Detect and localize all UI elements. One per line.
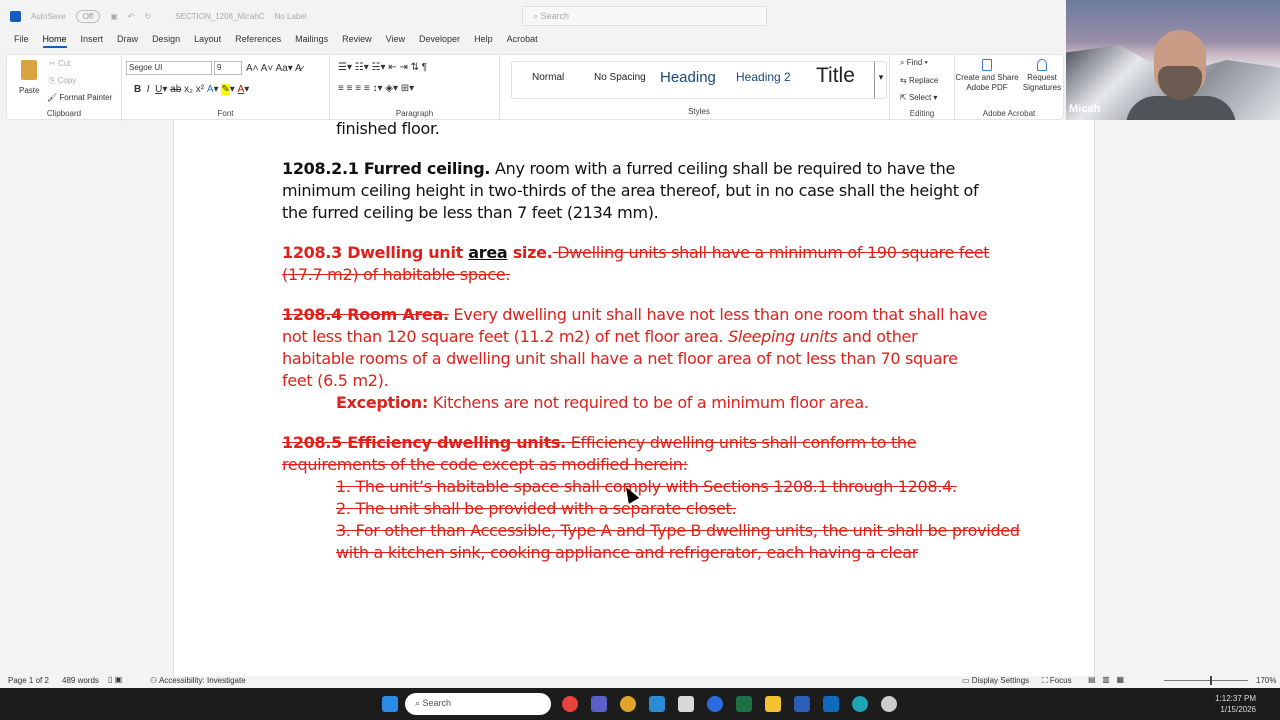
start-icon[interactable] xyxy=(382,696,398,712)
time: 1:12:37 PM xyxy=(1215,694,1256,703)
tab-mailings[interactable]: Mailings xyxy=(295,34,329,44)
excel-icon[interactable] xyxy=(736,696,752,712)
italic-sleeping-units: Sleeping units xyxy=(728,327,838,346)
request-signatures-button[interactable] xyxy=(1021,59,1063,93)
paragraph-1208-2-1 xyxy=(282,158,992,224)
focus-button[interactable]: ⛶ Focus xyxy=(1042,676,1072,685)
search-input[interactable]: ⌕ Search xyxy=(522,6,767,26)
style-heading[interactable]: Heading xyxy=(660,69,716,86)
font-size-buttons[interactable]: A˄ A˅ Aa▾ A̷ xyxy=(246,63,302,74)
document-page[interactable] xyxy=(173,120,1095,676)
signature-icon xyxy=(1037,59,1047,71)
align-buttons[interactable]: ≡ ≡ ≡ ≡ ↕▾ ◈▾ ⊞▾ xyxy=(338,83,415,94)
paragraph-1208-3 xyxy=(282,242,992,286)
status-bar xyxy=(0,674,1280,688)
body-1208-4-a: Every dwelling unit shall have not less than one room that shall have not less than 120 square feet (11.2 m2) of net floor area. xyxy=(282,305,988,346)
style-no-spacing[interactable]: No Spacing xyxy=(594,72,646,83)
heading-1208-2-1: 1208.2.1 Furred ceiling. xyxy=(282,159,491,178)
deleted-heading-1208-4: 1208.4 Room Area. xyxy=(282,305,449,324)
heading-1208-3-size: size. xyxy=(507,243,553,262)
copy-label: Copy xyxy=(57,76,77,85)
tab-acrobat[interactable]: Acrobat xyxy=(506,34,538,44)
word-count[interactable]: 489 words xyxy=(62,676,99,685)
file-explorer-icon[interactable] xyxy=(765,696,781,712)
accessibility-label: Accessibility: Investigate xyxy=(158,676,246,685)
sensitivity-label[interactable]: No Label xyxy=(274,11,307,21)
app-icon[interactable] xyxy=(562,696,578,712)
signatures-label: Signatures xyxy=(1022,83,1062,92)
font-size-select[interactable]: 9 xyxy=(214,61,242,75)
tab-layout[interactable]: Layout xyxy=(194,34,222,44)
font-group xyxy=(122,55,330,121)
display-settings-label: Display Settings xyxy=(971,676,1030,685)
autosave-label: AutoSave xyxy=(31,11,66,21)
tab-review[interactable]: Review xyxy=(342,34,372,44)
heading-1208-5: 1208.5 Efficiency dwelling units. xyxy=(282,433,566,452)
tab-help[interactable]: Help xyxy=(474,34,493,44)
body-1208-4-b: and other habitable rooms of a dwelling unit shall have a net floor area of not less than 70 square feet (6.5 m2). xyxy=(282,327,958,390)
cut-label: Cut xyxy=(57,59,71,68)
create-share-label: Create and Share xyxy=(955,73,1019,82)
paragraph-1208-5 xyxy=(282,432,992,476)
styles-label: Styles xyxy=(688,107,710,116)
redo-icon[interactable]: ↻ xyxy=(144,11,152,21)
taskbar xyxy=(0,688,1280,720)
menu-bar xyxy=(0,34,538,48)
pdf-icon xyxy=(982,59,992,71)
zoom-level[interactable]: 170% xyxy=(1256,676,1277,685)
replace-label: Replace xyxy=(908,76,939,85)
exception-body: Kitchens are not required to be of a minimum floor area. xyxy=(427,393,869,412)
page-count[interactable]: Page 1 of 2 xyxy=(8,676,49,685)
view-buttons[interactable]: ▤ ▥ ▦ xyxy=(1088,675,1125,684)
inserted-text: area xyxy=(468,243,508,262)
app-icon[interactable] xyxy=(881,696,897,712)
style-heading-2[interactable]: Heading 2 xyxy=(736,70,791,84)
word-icon[interactable] xyxy=(794,696,810,712)
request-label: Request xyxy=(1027,73,1057,82)
find-button[interactable]: ⌕ Find ▾ xyxy=(900,58,928,67)
style-title[interactable]: Title xyxy=(816,64,855,87)
tab-file[interactable]: File xyxy=(14,34,29,44)
focus-label: Focus xyxy=(1049,676,1072,685)
proofing-icon[interactable]: ▯ ▣ xyxy=(108,675,123,684)
video-feed xyxy=(1066,0,1280,120)
body-1208-2-1: Any room with a furred ceiling shall be required to have the minimum ceiling height in two-thirds of the area thereof, but in no case shall the height of the furred ceiling be less than 7 feet (2134 mm). xyxy=(282,159,979,222)
participant-name: Micah xyxy=(1069,103,1101,115)
deleted-text: Dwelling units shall have a minimum of 190 square feet (17.7 m2) of habitable space. xyxy=(282,243,990,284)
chrome-icon[interactable] xyxy=(620,696,636,712)
accessibility-button[interactable]: ⚇ Accessibility: Investigate xyxy=(150,676,246,685)
taskbar-search[interactable]: ⌕ Search xyxy=(405,693,551,715)
create-share-pdf-button[interactable] xyxy=(955,59,1019,93)
undo-icon[interactable]: ↶ xyxy=(127,11,135,21)
app-icon[interactable] xyxy=(649,696,665,712)
tab-draw[interactable]: Draw xyxy=(117,34,139,44)
tab-view[interactable]: View xyxy=(385,34,406,44)
display-settings-button[interactable]: ▭ Display Settings xyxy=(962,676,1030,685)
tab-insert[interactable]: Insert xyxy=(80,34,104,44)
select-label: Select xyxy=(908,93,932,102)
find-label: Find xyxy=(906,58,923,67)
search-placeholder: Search xyxy=(540,11,570,21)
paragraph-1208-4 xyxy=(282,304,992,392)
app-icon[interactable] xyxy=(678,696,694,712)
clipboard-group xyxy=(7,55,122,121)
outlook-icon[interactable] xyxy=(823,696,839,712)
list-item: 2. The unit shall be provided with a separate closet. xyxy=(336,499,737,518)
body-1208-5: Efficiency dwelling units shall conform to the requirements of the code except as modified herein: xyxy=(282,433,917,474)
select-button[interactable]: ⇱ Select ▾ xyxy=(900,93,938,102)
clock[interactable] xyxy=(1215,693,1256,715)
teams-icon[interactable] xyxy=(591,696,607,712)
acrobat-label: Adobe Acrobat xyxy=(982,109,1036,118)
format-painter-label: Format Painter xyxy=(59,93,113,102)
format-buttons[interactable]: B I U▾ ab x₂ x² A▾ ✎▾ A▾ xyxy=(134,84,250,95)
date: 1/15/2026 xyxy=(1220,705,1256,714)
style-normal[interactable]: Normal xyxy=(532,72,565,83)
paste-button[interactable]: Paste xyxy=(19,86,40,95)
styles-gallery xyxy=(511,61,887,99)
list-item: 3. For other than Accessible, Type A and Type B dwelling units, the unit shall be provided with a kitchen sink, cooking appliance and refrigerator, each having a clear xyxy=(336,521,1020,562)
taskbar-search-label: Search xyxy=(422,698,452,708)
zoom-slider[interactable] xyxy=(1164,680,1248,681)
save-icon[interactable]: ▣ xyxy=(110,11,118,21)
paragraph-finished-floor: finished floor. xyxy=(336,119,440,138)
edge-icon[interactable] xyxy=(852,696,868,712)
paragraph-label: Paragraph xyxy=(395,109,434,118)
adobe-pdf-label: Adobe PDF xyxy=(966,83,1008,92)
copy-button[interactable]: ⎘ Copy xyxy=(49,76,77,85)
exception-heading: Exception: xyxy=(336,393,428,412)
list-item: 1. The unit’s habitable space shall comply with Sections 1208.1 through 1208.4. xyxy=(336,477,957,496)
acrobat-group xyxy=(955,55,1063,121)
tab-developer[interactable]: Developer xyxy=(419,34,461,44)
zoom-icon[interactable] xyxy=(707,696,723,712)
editing-label: Editing xyxy=(909,109,935,118)
font-name-select[interactable]: Segoe UI xyxy=(126,61,212,75)
editing-group xyxy=(889,55,955,121)
clipboard-label: Clipboard xyxy=(46,109,82,118)
styles-more-button[interactable]: ▾ xyxy=(874,62,887,98)
tab-design[interactable]: Design xyxy=(152,34,181,44)
paste-icon xyxy=(21,60,37,80)
replace-button[interactable]: ⇆ Replace xyxy=(900,76,939,85)
word-icon xyxy=(10,11,21,22)
cut-button[interactable]: ✂ Cut xyxy=(49,59,71,68)
tab-references[interactable]: References xyxy=(235,34,282,44)
heading-1208-3: 1208.3 Dwelling unit xyxy=(282,243,469,262)
tab-home[interactable]: Home xyxy=(43,34,67,48)
paragraph-group xyxy=(330,55,500,121)
font-label: Font xyxy=(217,109,234,118)
document-name: SECTION_1208_MicahC xyxy=(175,11,265,21)
list-buttons[interactable]: ☰▾ ☷▾ ☵▾ ⇤ ⇥ ⇅ ¶ xyxy=(338,62,428,73)
format-painter-button[interactable]: 🖌 Format Painter xyxy=(47,93,113,102)
paragraph-exception xyxy=(282,392,992,414)
autosave-toggle[interactable]: Off xyxy=(76,10,101,23)
ribbon xyxy=(6,54,1064,120)
